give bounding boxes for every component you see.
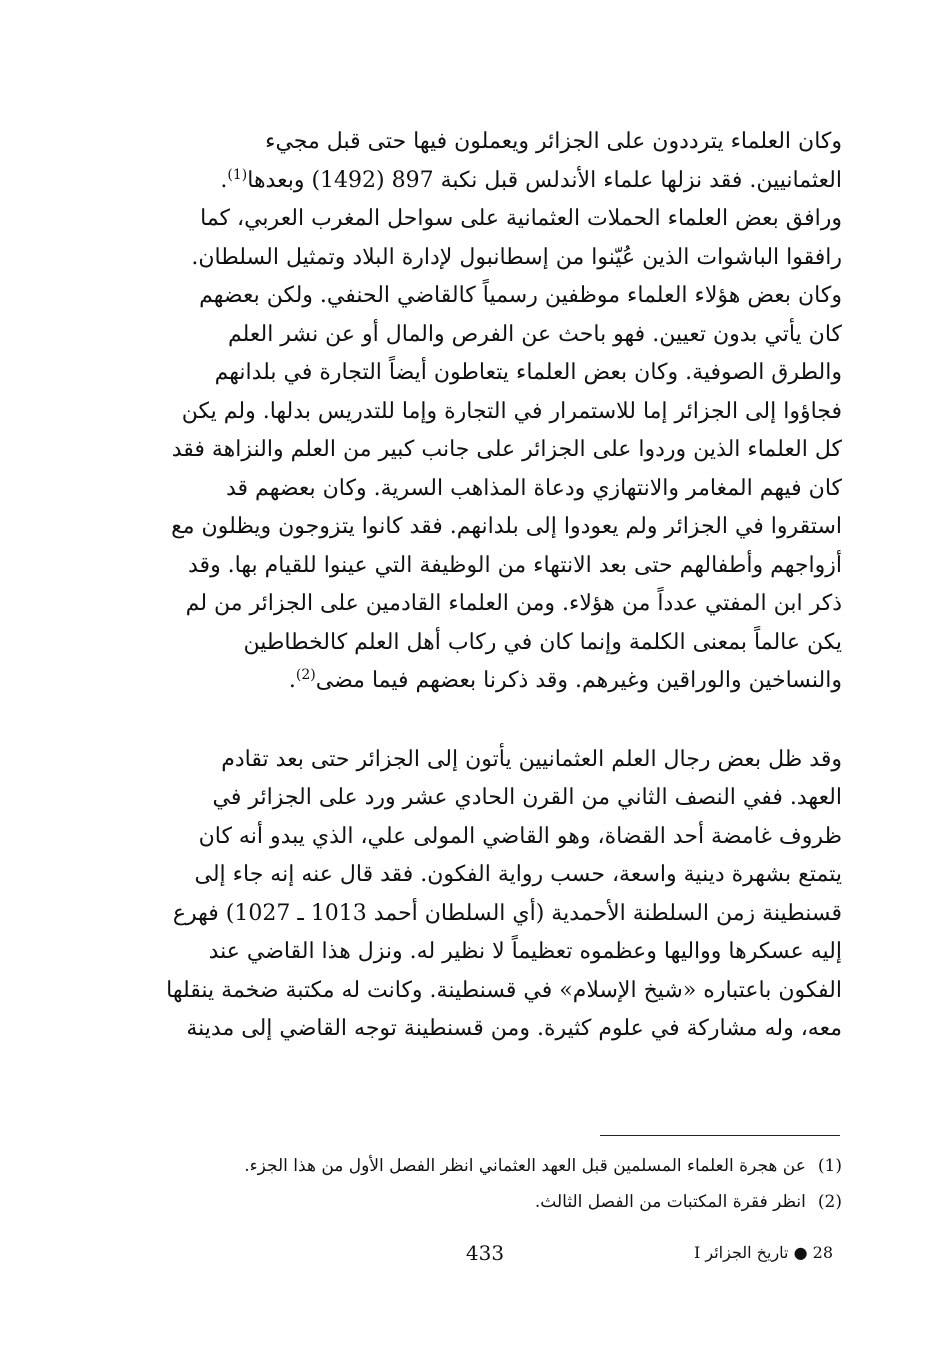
text-line: ظروف غامضة أحد القضاة، وهو القاضي المولى علي، الذي يبدو أنه كان <box>198 823 842 849</box>
book-signature: 28 ● تاريخ الجزائر I <box>693 1243 833 1262</box>
footnote-text: انظر فقرة المكتبات من الفصل الثالث. <box>534 1192 806 1212</box>
paragraph-gap <box>130 701 842 741</box>
page-number: 433 <box>465 1241 505 1265</box>
text-line: قسنطينة زمن السلطنة الأحمدية (أي السلطان أحمد 1013 ـ 1027) فهرع <box>172 900 842 926</box>
text-line: أزواجهم وأطفالهم حتى بعد الانتهاء من الوظيفة التي عينوا للقيام بها. وقد <box>188 552 842 578</box>
footnote-2 <box>130 1184 842 1220</box>
text-line: العهد. ففي النصف الثاني من القرن الحادي عشر ورد على الجزائر في <box>212 785 842 810</box>
text-line: ورافق بعض العلماء الحملات العثمانية على سواحل المغرب العربي، كما <box>200 206 842 231</box>
footnotes <box>130 1148 842 1220</box>
text-line <box>130 662 842 701</box>
footnote-number: (2) <box>817 1192 842 1212</box>
text-line <box>130 162 842 201</box>
text-line: معه، وله مشاركة في علوم كثيرة. ومن قسنطينة توجه القاضي إلى مدينة <box>186 1016 842 1041</box>
paragraph-2 <box>130 741 842 1049</box>
text-line: إليه عسكرها وواليها وعظموه تعظيماً لا نظير له. ونزل هذا القاضي عند <box>208 939 842 964</box>
text-segment: والنساخين والوراقين وغيرهم. وقد ذكرنا بعضهم فيما مضى <box>315 668 842 693</box>
text-line: فجاؤوا إلى الجزائر إما للاستمرار في التجارة وإما للتدريس بدلها. ولم يكن <box>181 398 842 424</box>
text-line: والطرق الصوفية. وكان بعض العلماء يتعاطون أيضاً التجارة في بلدانهم <box>214 360 842 385</box>
text-line: استقروا في الجزائر ولم يعودوا إلى بلدانهم. فقد كانوا يتزوجون ويظلون مع <box>171 514 842 539</box>
text-line: يتمتع بشهرة دينية واسعة، حسب رواية الفكون. فقد قال عنه إنه جاء إلى <box>194 862 842 887</box>
footnote-ref-1: (1) <box>227 166 248 183</box>
footnote-divider <box>600 1135 840 1136</box>
footnote-number: (1) <box>817 1156 842 1176</box>
text-line: يكن عالماً بمعنى الكلمة وإنما كان في ركاب أهل العلم كالخطاطين <box>243 629 842 655</box>
text-line: ذكر ابن المفتي عدداً من هؤلاء. ومن العلماء القادمين على الجزائر من لم <box>185 591 842 616</box>
footnote-ref-2: (2) <box>295 667 316 683</box>
footnote-text: عن هجرة العلماء المسلمين قبل العهد العثماني انظر الفصل الأول من هذا الجزء. <box>244 1156 806 1176</box>
footnote-1 <box>130 1148 842 1184</box>
text-line: كان يأتي بدون تعيين. فهو باحث عن الفرص والمال أو عن نشر العلم <box>227 321 842 347</box>
text-line: وكان بعض هؤلاء العلماء موظفين رسمياً كالقاضي الحنفي. ولكن بعضهم <box>199 283 842 308</box>
main-text <box>130 123 842 1049</box>
text-line: رافقوا الباشوات الذين عُيّنوا من إسطانبول لإدارة البلاد وتمثيل السلطان. <box>191 244 842 270</box>
text-line: الفكون باعتباره «شيخ الإسلام» في قسنطينة. وكانت له مكتبة ضخمة ينقلها <box>166 977 842 1003</box>
text-line: كل العلماء الذين وردوا على الجزائر على جانب كبير من العلم والنزاهة فقد <box>171 437 842 462</box>
text-line: كان فيهم المغامر والانتهازي ودعاة المذاهب السرية. وكان بعضهم قد <box>226 475 842 501</box>
text-line: وكان العلماء يترددون على الجزائر ويعملون فيها حتى قبل مجيء <box>265 129 842 154</box>
text-line: وقد ظل بعض رجال العلم العثمانيين يأتون إلى الجزائر حتى بعد تقادم <box>221 746 842 772</box>
sentence-end: . <box>220 167 228 193</box>
text-segment: العثمانيين. فقد نزلها علماء الأندلس قبل نكبة 897 (1492) وبعدها <box>247 167 842 193</box>
sentence-end: . <box>288 668 296 693</box>
paragraph-1 <box>130 123 842 701</box>
